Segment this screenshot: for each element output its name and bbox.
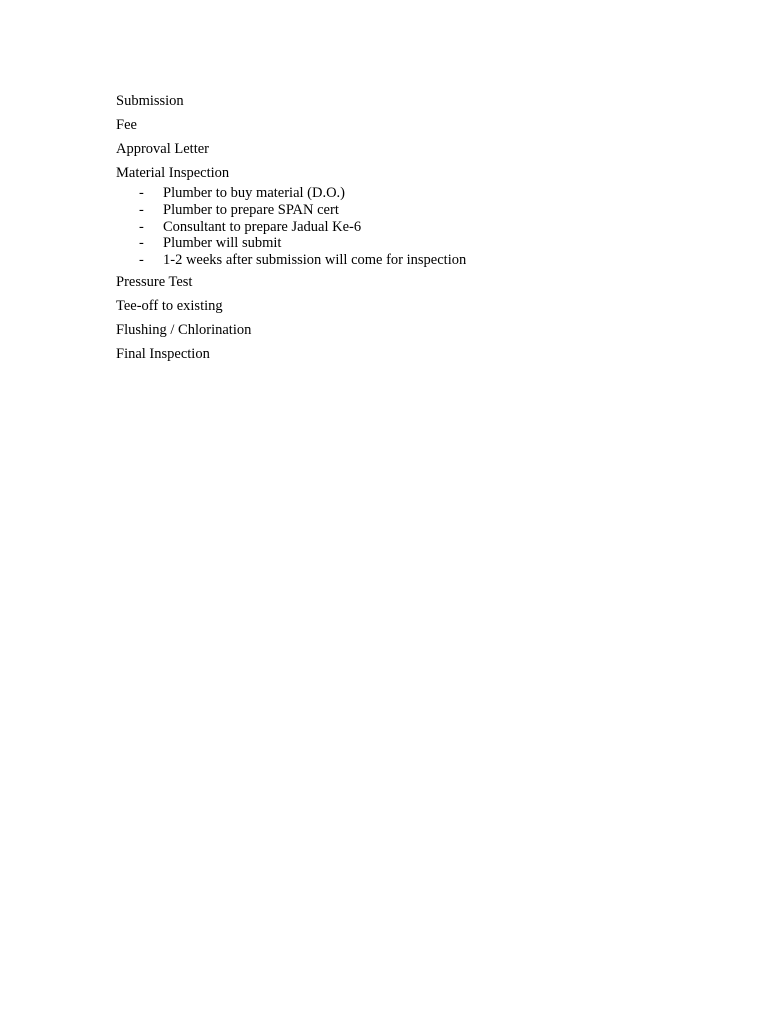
dash-bullet: - bbox=[139, 218, 144, 235]
step-submission: Submission bbox=[116, 93, 184, 109]
dash-bullet: - bbox=[139, 185, 144, 201]
list-item bbox=[116, 235, 676, 252]
list-item bbox=[116, 252, 676, 269]
list-item-text: Plumber to prepare SPAN cert bbox=[163, 201, 339, 218]
step-flushing-chlorination: Flushing / Chlorination bbox=[116, 321, 252, 338]
step-pressure-test: Pressure Test bbox=[116, 273, 193, 290]
dash-bullet: - bbox=[139, 235, 144, 252]
list-item-text: Plumber to buy material (D.O.) bbox=[163, 185, 346, 201]
list-item-text: Plumber will submit bbox=[163, 235, 282, 252]
list-item bbox=[116, 219, 676, 236]
step-fee: Fee bbox=[116, 117, 137, 133]
list-item-text: 1-2 weeks after submission will come for inspection bbox=[163, 252, 467, 269]
step-material-inspection: Material Inspection bbox=[116, 165, 230, 181]
material-inspection-sublist bbox=[116, 185, 676, 269]
list-item bbox=[116, 202, 676, 219]
document-body bbox=[116, 93, 676, 363]
step-final-inspection: Final Inspection bbox=[116, 345, 210, 362]
list-item bbox=[116, 185, 676, 202]
step-approval-letter: Approval Letter bbox=[116, 141, 210, 157]
dash-bullet: - bbox=[139, 201, 144, 218]
step-tee-off: Tee-off to existing bbox=[116, 297, 223, 314]
list-item-text: Consultant to prepare Jadual Ke-6 bbox=[163, 218, 362, 235]
dash-bullet: - bbox=[139, 252, 144, 269]
